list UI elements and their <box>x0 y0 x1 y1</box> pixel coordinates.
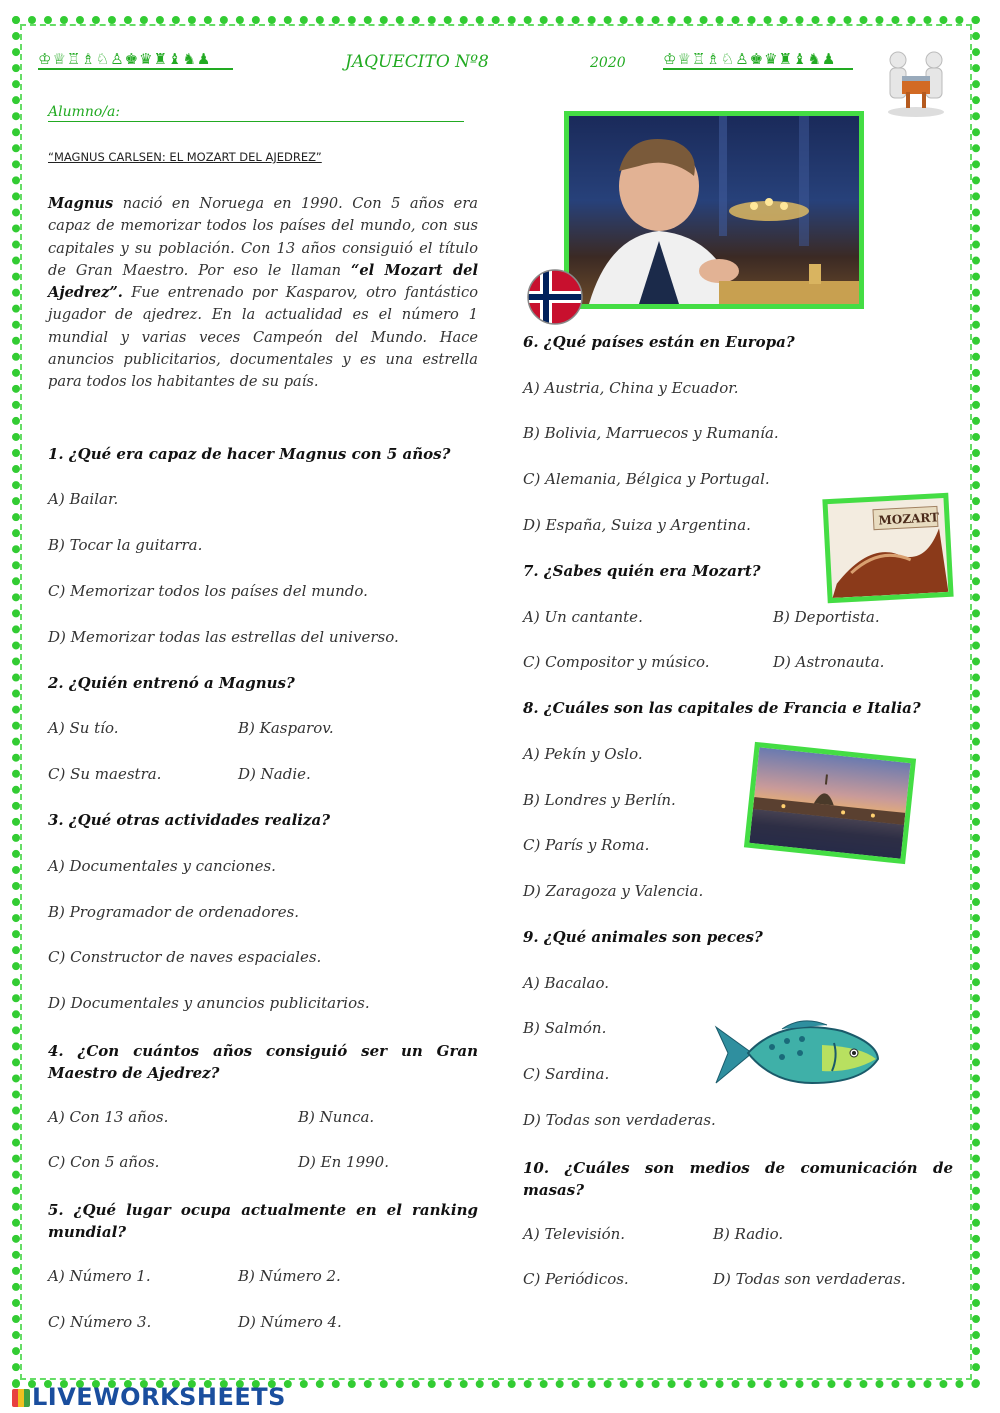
magnus-photo <box>564 111 864 309</box>
q7-option-c[interactable]: C) Compositor y músico. <box>523 653 710 671</box>
q2-option-b[interactable]: B) Kasparov. <box>238 719 334 737</box>
q9-option-a[interactable]: A) Bacalao. <box>523 974 610 992</box>
q10-option-a[interactable]: A) Televisión. <box>523 1225 626 1243</box>
q3-option-a[interactable]: A) Documentales y canciones. <box>48 857 276 875</box>
q5-option-b[interactable]: B) Número 2. <box>238 1267 341 1285</box>
q6-option-d[interactable]: D) España, Suiza y Argentina. <box>523 516 751 534</box>
question-9: 9. ¿Qué animales son peces? <box>523 928 763 946</box>
q8-option-d[interactable]: D) Zaragoza y Valencia. <box>523 882 704 900</box>
q6-option-a[interactable]: A) Austria, China y Ecuador. <box>523 379 739 397</box>
norway-flag-icon <box>526 268 584 326</box>
question-5: 5. ¿Qué lugar ocupa actualmente en el ranking mundial? <box>48 1201 478 1241</box>
chess-players-icon <box>884 44 948 118</box>
liveworksheets-icon <box>12 1389 30 1407</box>
q9-option-b[interactable]: B) Salmón. <box>523 1019 607 1037</box>
worksheet-title: JAQUECITO Nº8 <box>345 52 489 72</box>
q2-option-c[interactable]: C) Su maestra. <box>48 765 162 783</box>
mozart-picture <box>822 493 953 603</box>
q1-option-b[interactable]: B) Tocar la guitarra. <box>48 536 203 554</box>
article-paragraph <box>48 193 478 394</box>
student-name-line[interactable] <box>48 121 464 122</box>
question-1: 1. ¿Qué era capaz de hacer Magnus con 5 años? <box>48 445 451 463</box>
q8-option-c[interactable]: C) París y Roma. <box>523 836 650 854</box>
q1-option-c[interactable]: C) Memorizar todos los países del mundo. <box>48 582 368 600</box>
q3-option-d[interactable]: D) Documentales y anuncios publicitarios. <box>48 994 370 1012</box>
q10-option-b[interactable]: B) Radio. <box>713 1225 784 1243</box>
liveworksheets-logo[interactable] <box>12 1383 286 1411</box>
q2-option-d[interactable]: D) Nadie. <box>238 765 311 783</box>
q4-option-c[interactable]: C) Con 5 años. <box>48 1153 160 1171</box>
q1-option-a[interactable]: A) Bailar. <box>48 490 119 508</box>
question-10: 10. ¿Cuáles son medios de comunicación de masas? <box>523 1159 953 1199</box>
question-4: 4. ¿Con cuántos años consiguió ser un Gran Maestro de Ajedrez? <box>48 1042 478 1082</box>
article-title: “MAGNUS CARLSEN: EL MOZART DEL AJEDREZ” <box>48 150 322 164</box>
q1-option-d[interactable]: D) Memorizar todas las estrellas del universo. <box>48 628 399 646</box>
question-2: 2. ¿Quién entrenó a Magnus? <box>48 674 295 692</box>
q7-option-d[interactable]: D) Astronauta. <box>773 653 885 671</box>
chess-pieces-right: ♔♕♖♗♘♙♚♛♜♝♞♟ <box>663 50 853 70</box>
q2-option-a[interactable]: A) Su tío. <box>48 719 119 737</box>
q10-option-c[interactable]: C) Periódicos. <box>523 1270 629 1288</box>
q3-option-b[interactable]: B) Programador de ordenadores. <box>48 903 300 921</box>
liveworksheets-text: LIVEWORKSHEETS <box>32 1383 286 1411</box>
article-text-2: Fue entrenado por Kasparov, otro fantástico jugador de ajedrez. En la actualidad es el número 1 mundial y varias veces Campeón del Mundo. Hace anuncios publicitarios, documentales y es una estrella para todos los habitantes de su país. <box>48 284 478 391</box>
article-nickname: “el Mozart del Ajedrez”. <box>48 261 478 302</box>
q8-option-b[interactable]: B) Londres y Berlín. <box>523 791 676 809</box>
q5-option-c[interactable]: C) Número 3. <box>48 1313 152 1331</box>
q6-option-c[interactable]: C) Alemania, Bélgica y Portugal. <box>523 470 770 488</box>
question-3: 3. ¿Qué otras actividades realiza? <box>48 811 331 829</box>
q5-option-d[interactable]: D) Número 4. <box>238 1313 342 1331</box>
q9-option-c[interactable]: C) Sardina. <box>523 1065 610 1083</box>
q4-option-d[interactable]: D) En 1990. <box>298 1153 389 1171</box>
q4-option-b[interactable]: B) Nunca. <box>298 1108 375 1126</box>
q5-option-a[interactable]: A) Número 1. <box>48 1267 151 1285</box>
question-8: 8. ¿Cuáles son las capitales de Francia e Italia? <box>523 699 921 717</box>
question-7: 7. ¿Sabes quién era Mozart? <box>523 562 761 580</box>
question-6: 6. ¿Qué países están en Europa? <box>523 333 795 351</box>
mozart-sign-text: MOZART <box>878 510 940 528</box>
q8-option-a[interactable]: A) Pekín y Oslo. <box>523 745 643 763</box>
article-text-1: nació en Noruega en 1990. Con 5 años era capaz de memorizar todos los países del mundo, con sus capitales y su población. Con 13 años consiguió el título de Gran Maestro. Por eso le llaman <box>48 195 478 279</box>
fish-icon <box>712 1013 880 1093</box>
q3-option-c[interactable]: C) Constructor de naves espaciales. <box>48 948 322 966</box>
q9-option-d[interactable]: D) Todas son verdaderas. <box>523 1111 716 1129</box>
student-label: Alumno/a: <box>48 104 121 120</box>
q7-option-a[interactable]: A) Un cantante. <box>523 608 643 626</box>
chess-pieces-left: ♔♕♖♗♘♙♚♛♜♝♞♟ <box>38 50 233 70</box>
worksheet-year: 2020 <box>590 55 626 71</box>
rome-picture <box>744 742 916 864</box>
q4-option-a[interactable]: A) Con 13 años. <box>48 1108 169 1126</box>
q6-option-b[interactable]: B) Bolivia, Marruecos y Rumanía. <box>523 424 779 442</box>
q10-option-d[interactable]: D) Todas son verdaderas. <box>713 1270 906 1288</box>
q7-option-b[interactable]: B) Deportista. <box>773 608 880 626</box>
article-name: Magnus <box>48 195 114 212</box>
